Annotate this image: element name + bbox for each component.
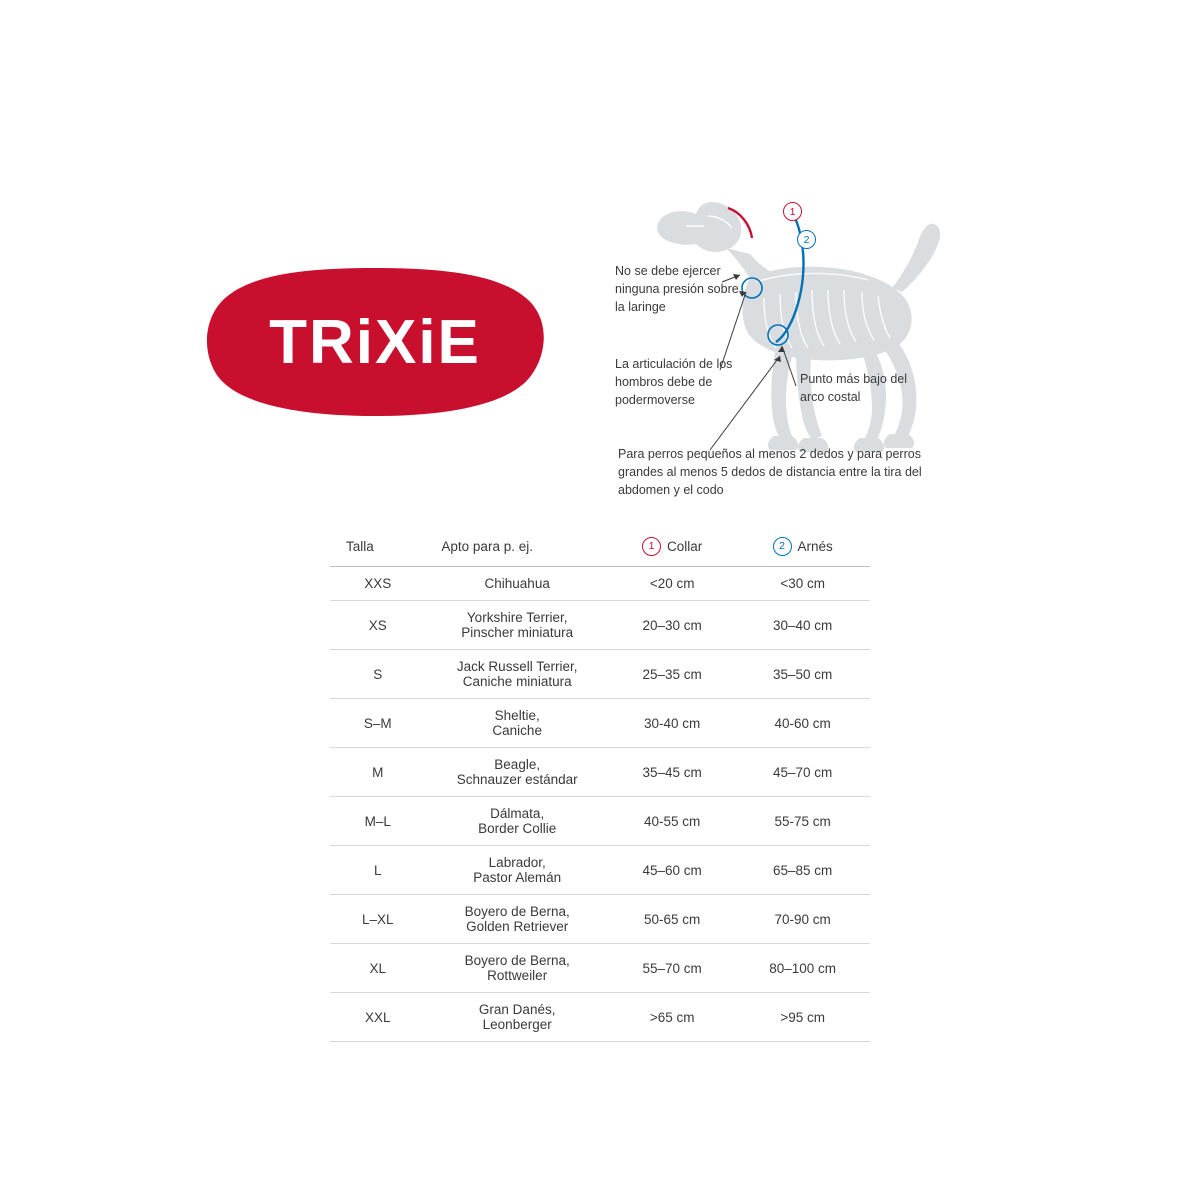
breed-line: Pinscher miniatura [461,625,574,640]
cell-size: M–L [330,797,425,846]
cell-collar: 25–35 cm [609,650,735,699]
cell-size: M [330,748,425,797]
cell-collar: 40-55 cm [609,797,735,846]
table-row [330,699,870,748]
breed-line: Chihuahua [484,576,550,591]
callout-shoulder: La articulación de los hombros debe de podermoverse [615,357,733,408]
cell-size: XS [330,601,425,650]
breed-line: Yorkshire Terrier, [466,610,568,625]
cell-breed [425,895,609,944]
breed-line: Leonberger [482,1017,552,1032]
logo-wordmark: TRiXiE [269,307,481,377]
cell-harness: 70-90 cm [735,895,870,944]
table-body [330,567,870,1042]
callout-belly-strap: Para perros pequeños al menos 2 dedos y para perros grandes al menos 5 dedos de distancia entre la tira del abdomen y el codo [618,447,922,498]
cell-collar: 45–60 cm [609,846,735,895]
header-breed: Apto para p. ej. [425,528,609,567]
breed-line: Gran Danés, [478,1002,556,1017]
cell-collar: 35–45 cm [609,748,735,797]
cell-harness: <30 cm [735,567,870,601]
callout-larynx: No se debe ejercer ninguna presión sobre la laringe [615,264,739,315]
cell-breed [425,650,609,699]
table-row [330,846,870,895]
breed-line: Golden Retriever [466,919,569,934]
table-row [330,567,870,601]
cell-size: L [330,846,425,895]
breed-line: Beagle, [494,757,541,772]
cell-harness: 30–40 cm [735,601,870,650]
breed-line: Caniche miniatura [462,674,572,689]
table-header-row [330,528,870,567]
header-badge-collar: 1 [642,537,661,556]
cell-breed [425,699,609,748]
table-row [330,748,870,797]
cell-size: L–XL [330,895,425,944]
cell-size: S [330,650,425,699]
table-row [330,650,870,699]
breed-line: Sheltie, [494,708,540,723]
cell-breed [425,797,609,846]
cell-breed [425,846,609,895]
cell-collar: >65 cm [609,993,735,1042]
cell-size: S–M [330,699,425,748]
header-collar [609,528,735,567]
diagram-badge-collar: 1 [783,202,802,221]
cell-size: XXL [330,993,425,1042]
cell-collar: 50-65 cm [609,895,735,944]
table-header [330,528,870,567]
breed-line: Jack Russell Terrier, [456,659,578,674]
breed-line: Boyero de Berna, [464,953,570,968]
cell-collar: 55–70 cm [609,944,735,993]
size-chart-table [330,528,870,1042]
breed-line: Pastor Alemán [473,870,562,885]
header-size: Talla [330,528,425,567]
table-row [330,944,870,993]
table-row [330,993,870,1042]
table-row [330,601,870,650]
cell-breed [425,748,609,797]
cell-collar: 20–30 cm [609,601,735,650]
table-row [330,895,870,944]
header-badge-harness: 2 [773,537,792,556]
cell-harness: 55-75 cm [735,797,870,846]
cell-collar: <20 cm [609,567,735,601]
cell-harness: 35–50 cm [735,650,870,699]
cell-harness: 40-60 cm [735,699,870,748]
cell-breed [425,993,609,1042]
breed-line: Border Collie [478,821,557,836]
diagram-badge-harness: 2 [797,230,816,249]
cell-harness: 45–70 cm [735,748,870,797]
header-harness [735,528,870,567]
cell-size: XL [330,944,425,993]
callout-rib: Punto más bajo del arco costal [800,372,908,405]
brand-logo [200,262,550,422]
header-collar-label: Collar [667,539,703,554]
header-harness-label: Arnés [797,539,833,554]
cell-harness: 65–85 cm [735,846,870,895]
cell-harness: 80–100 cm [735,944,870,993]
cell-breed [425,944,609,993]
breed-line: Boyero de Berna, [464,904,570,919]
cell-breed [425,567,609,601]
table-row [330,797,870,846]
cell-size: XXS [330,567,425,601]
cell-collar: 30-40 cm [609,699,735,748]
cell-harness: >95 cm [735,993,870,1042]
breed-line: Caniche [492,723,542,738]
breed-line: Dálmata, [490,806,545,821]
breed-line: Rottweiler [487,968,548,983]
breed-line: Labrador, [488,855,546,870]
breed-line: Schnauzer estándar [456,772,578,787]
cell-breed [425,601,609,650]
